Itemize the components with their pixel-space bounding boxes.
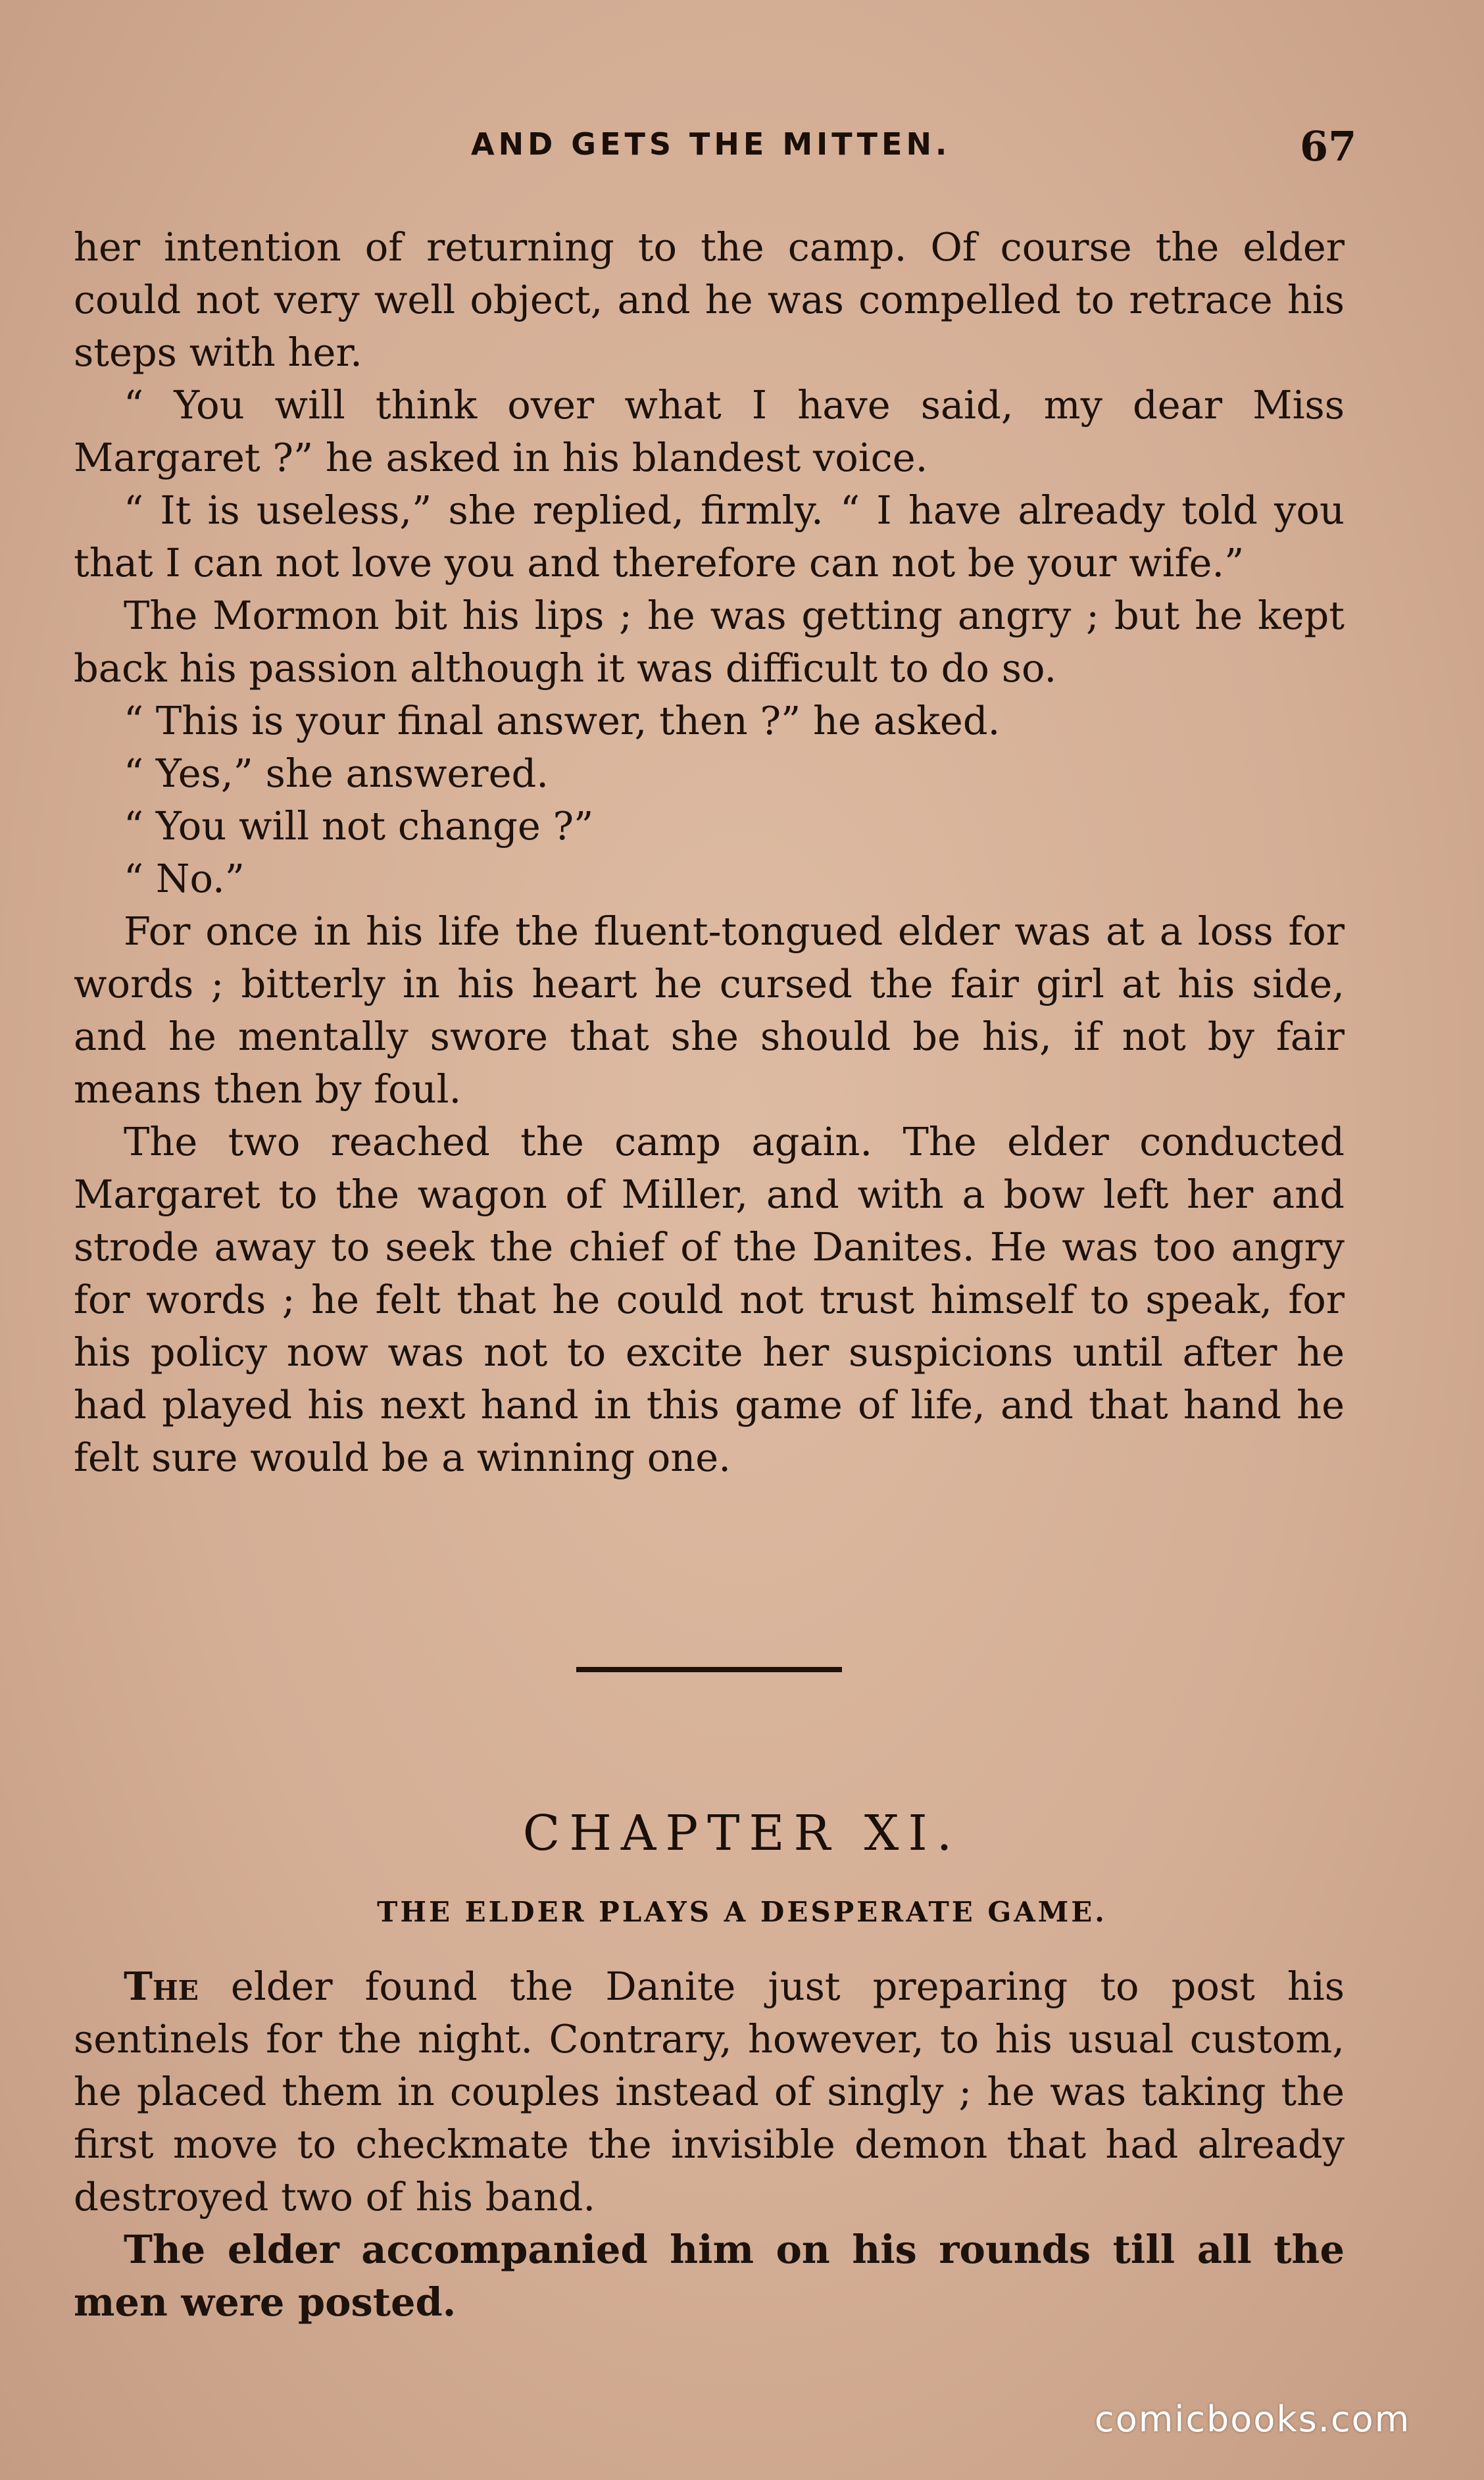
chapter-paragraph: The elder accompanied him on his rounds till all the men were posted. — [74, 2227, 1345, 2325]
body-text — [74, 221, 1345, 1484]
chapter-first-word: The — [124, 1964, 199, 2009]
paragraph: For once in his life the fluent-tongued elder was at a loss for words ; bitterly in his heart he cursed the fair girl at his side, and he mentally swore that she should be his, if not by fair means then by foul. — [74, 908, 1345, 1112]
chapter-subtitle: THE ELDER PLAYS A DESPERATE GAME. — [377, 1896, 1107, 1928]
chapter-title: CHAPTER XI. — [522, 1805, 962, 1862]
running-head: AND GETS THE MITTEN. — [471, 126, 951, 162]
section-divider — [576, 1667, 842, 1672]
page-number: 67 — [1300, 122, 1357, 170]
paragraph: “ This is your final answer, then ?” he asked. — [124, 698, 1001, 743]
page-header — [0, 122, 1484, 175]
paragraph: “ No.” — [124, 856, 245, 901]
paragraph: “ Yes,” she answered. — [124, 751, 549, 796]
watermark: comicbooks.com — [1095, 2398, 1411, 2440]
paragraph: The Mormon bit his lips ; he was getting angry ; but he kept back his passion although it was difficult to do so. — [74, 593, 1345, 691]
chapter-paragraph-rest: elder found the Danite just preparing to post his sentinels for the night. Contrary, however, to his usual custom, he placed them in couples instead of singly ; he was taking the first move to checkmate the invisible demon that had already destroyed two of his band. — [74, 1964, 1345, 2220]
paragraph: “ You will not change ?” — [124, 803, 594, 849]
paragraph: her intention of returning to the camp. Of course the elder could not very well object, and he was compelled to retrace his steps with her. — [74, 224, 1345, 375]
chapter-text — [74, 1960, 1345, 2329]
paragraph: The two reached the camp again. The elder conducted Margaret to the wagon of Miller, and with a bow left her and strode away to seek the chief of the Danites. He was too angry for words ; he felt that he could not trust himself to speak, for his policy now was not to excite her suspicions until after he had played his next hand in this game of life, and that hand he felt sure would be a winning one. — [74, 1119, 1345, 1480]
paragraph: “ It is useless,” she replied, firmly. “ I have already told you that I can not love you and therefore can not be your wife.” — [74, 487, 1345, 585]
paragraph: “ You will think over what I have said, my dear Miss Margaret ?” he asked in his blandest voice. — [74, 382, 1345, 480]
chapter-paragraph — [74, 1960, 1345, 2223]
